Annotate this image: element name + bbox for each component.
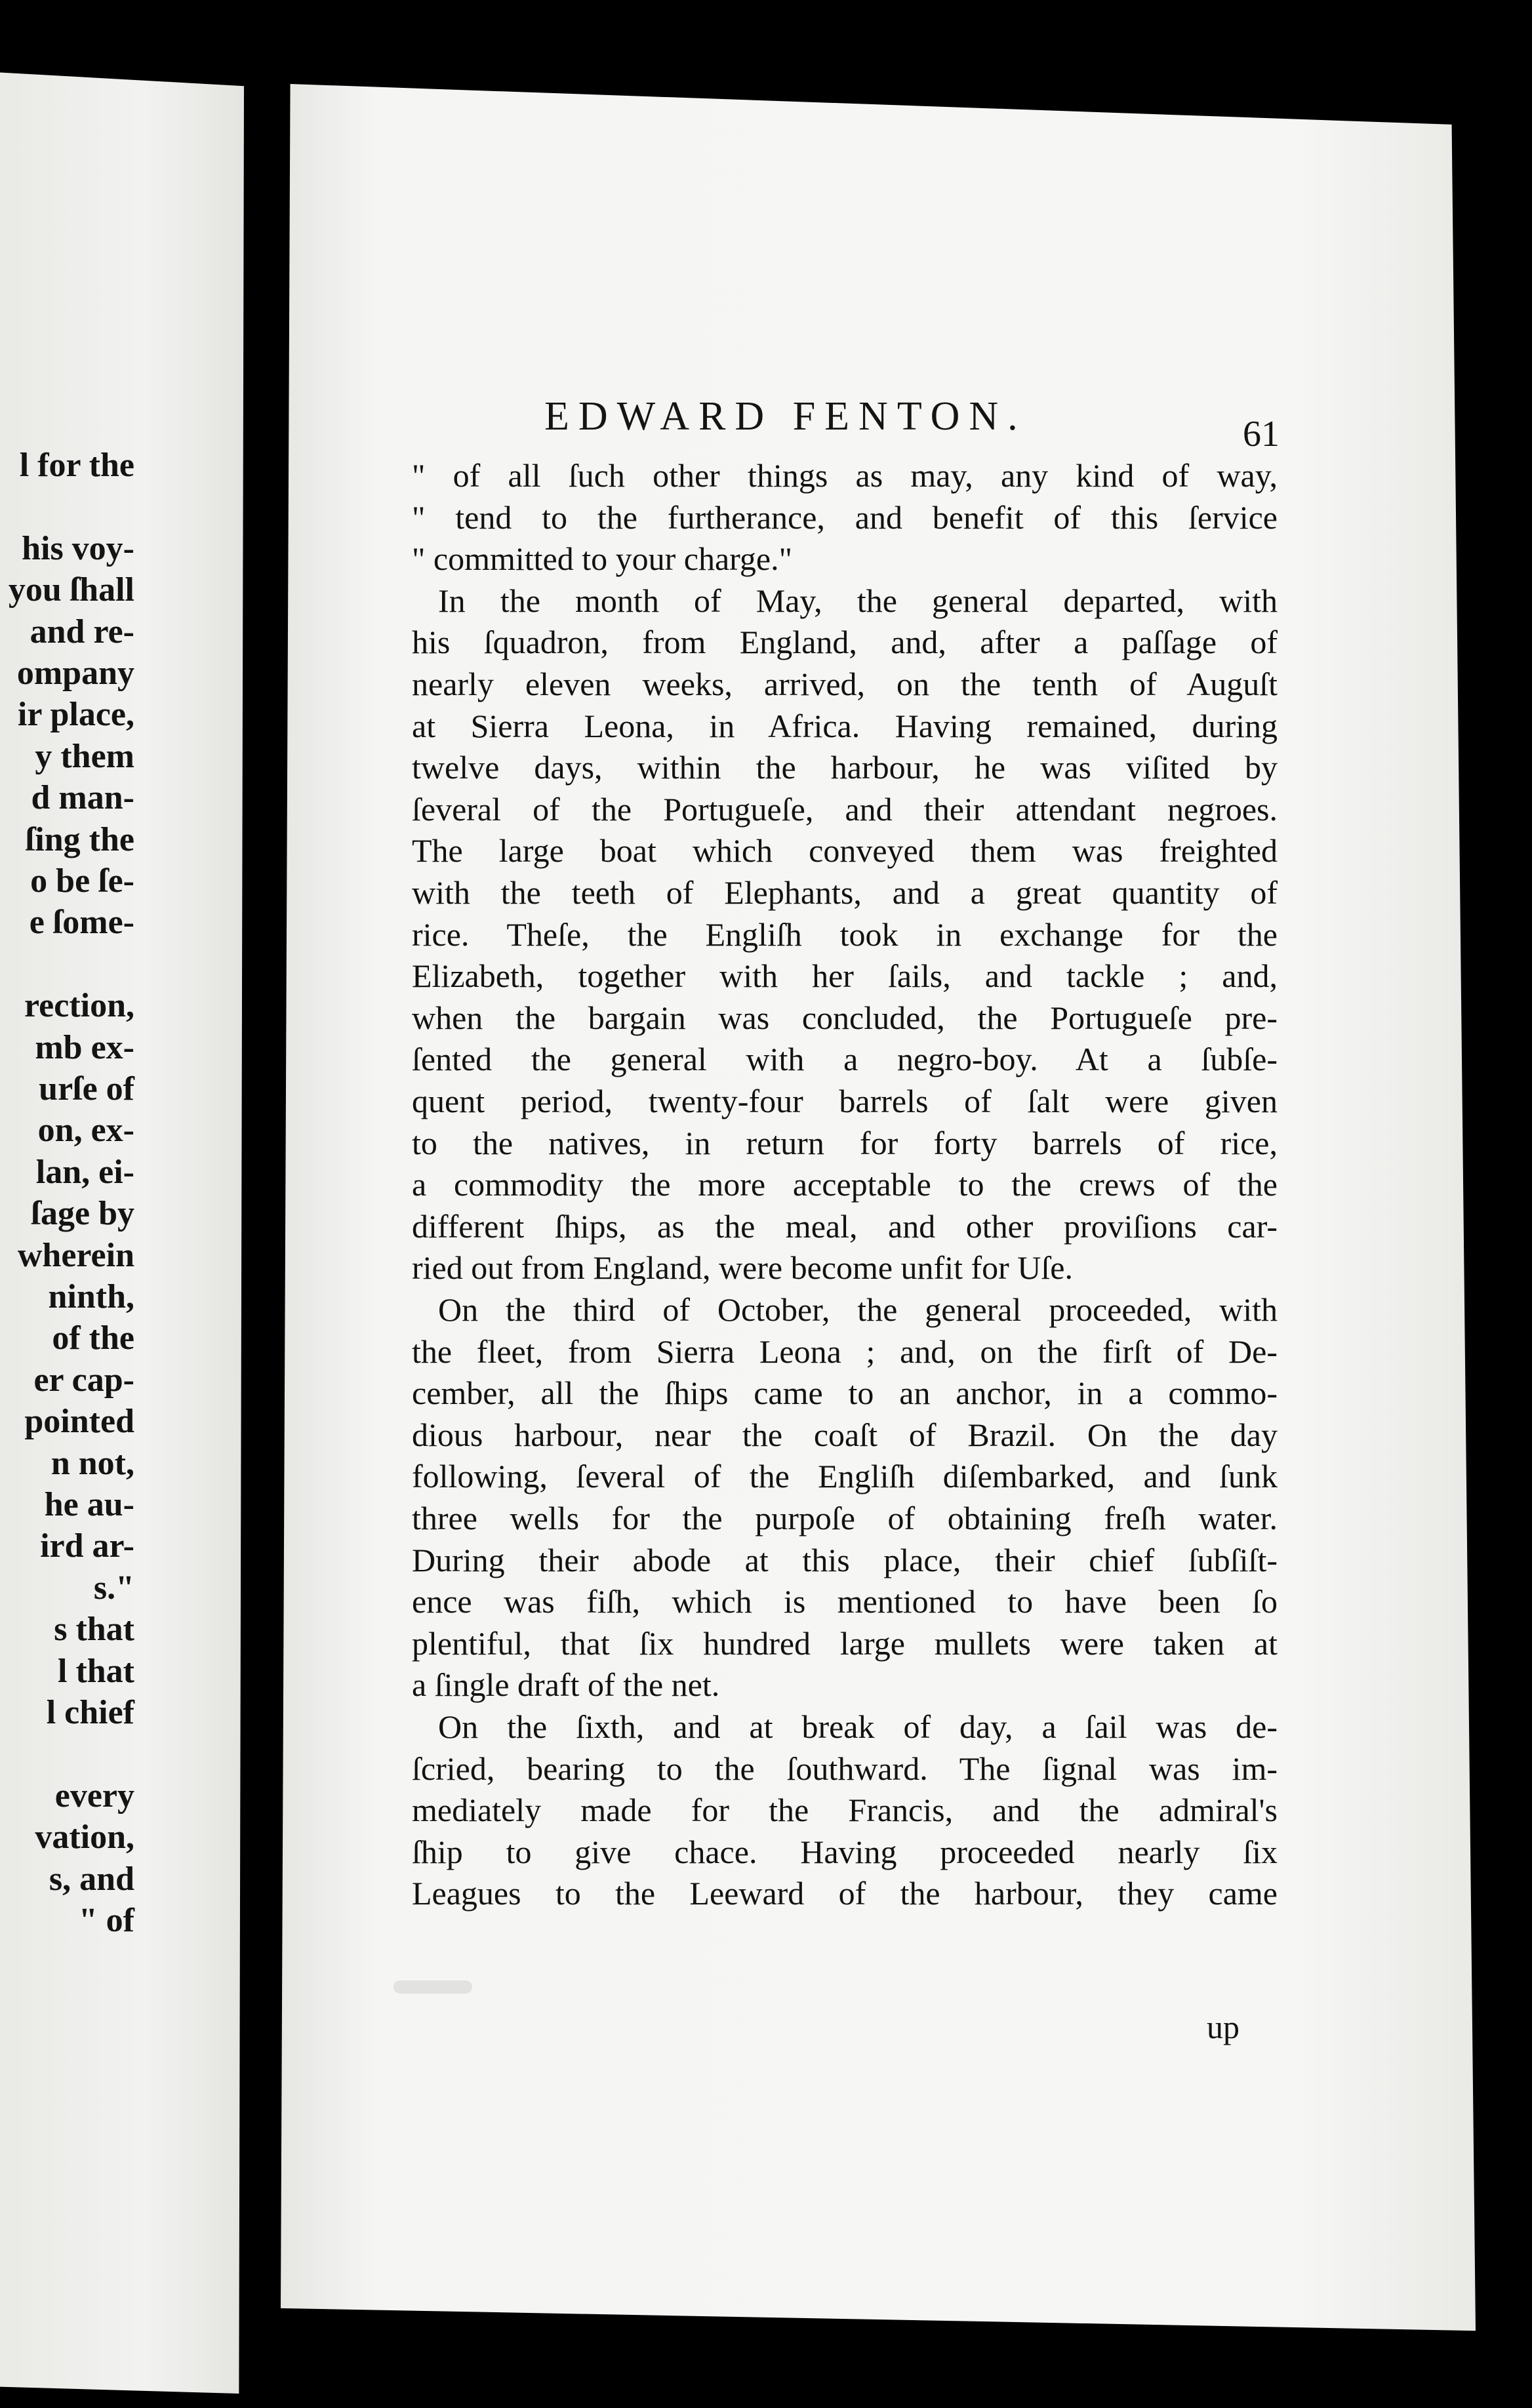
left-page-line: l chief — [46, 1694, 134, 1731]
left-page-line: s." — [93, 1569, 134, 1607]
left-page-line: ninth, — [48, 1278, 134, 1315]
left-page-line: o be ſe- — [30, 862, 134, 900]
body-line: following, ſeveral of the Engliſh diſembarked, and ſunk — [412, 1458, 1278, 1495]
running-head: EDWARD FENTON. — [544, 394, 1027, 439]
body-line: plentiful, that ſix hundred large mullets were taken at — [412, 1624, 1278, 1662]
left-page-line: on, ex- — [37, 1112, 134, 1150]
body-line: his ſquadron, from England, and, after a paſſage of — [412, 624, 1278, 661]
catchword: up — [1207, 2009, 1240, 2045]
left-page-line: ir place, — [17, 696, 134, 734]
body-line: nearly eleven weeks, arrived, on the tenth of Auguſt — [412, 666, 1278, 702]
body-line: twelve days, within the harbour, he was viſited by — [412, 749, 1278, 786]
body-line: ſhip to give chace. Having proceeded nearly ſix — [412, 1833, 1278, 1870]
left-page-line: ird ar- — [40, 1527, 134, 1565]
body-line: quent period, twenty-four barrels of ſalt were given — [412, 1083, 1278, 1119]
body-line: cember, all the ſhips came to an anchor, in a commo- — [412, 1375, 1278, 1412]
body-line: During their abode at this place, their chief ſubſiſt- — [412, 1541, 1278, 1578]
left-page-line: n not, — [50, 1444, 134, 1482]
left-page-line: lan, ei- — [35, 1153, 134, 1191]
body-line: ried out from England, were become unfit for Uſe. — [412, 1249, 1073, 1287]
left-page-line: y them — [35, 737, 134, 775]
body-line: Leagues to the Leeward of the harbour, they came — [412, 1875, 1278, 1912]
ink-smudge — [393, 1980, 472, 1994]
body-line: with the teeth of Elephants, and a great quantity of — [412, 874, 1278, 911]
left-page-line: urſe of — [39, 1070, 134, 1108]
body-line: to the natives, in return for forty barrels of rice, — [412, 1124, 1278, 1161]
body-line: the fleet, from Sierra Leona ; and, on the firſt of De- — [412, 1333, 1278, 1370]
left-page-line: his voy- — [22, 529, 134, 567]
body-line: when the bargain was concluded, the Portugueſe pre- — [412, 999, 1278, 1036]
body-line: " tend to the furtherance, and benefit of this ſervice — [412, 498, 1278, 536]
left-page-line: s, and — [49, 1860, 134, 1898]
body-line: ence was fiſh, which is mentioned to have been ſo — [412, 1583, 1278, 1620]
body-line: three wells for the purpoſe of obtaining freſh water. — [412, 1500, 1278, 1536]
left-page-line: " of — [78, 1902, 134, 1939]
body-line: a commodity the more acceptable to the crews of the — [412, 1166, 1278, 1203]
left-page-line: d man- — [31, 779, 134, 817]
left-page-line: pointed — [24, 1403, 134, 1441]
body-line: In the month of May, the general departed, with — [438, 582, 1278, 619]
left-page-line: every — [54, 1776, 134, 1815]
body-line: On the third of October, the general proceeded, with — [438, 1291, 1278, 1328]
left-page-line: e ſome- — [29, 904, 134, 942]
left-page-line: l that — [58, 1652, 134, 1690]
left-page-line: l for the — [19, 447, 134, 484]
body-line: a ſingle draft of the net. — [412, 1666, 720, 1704]
body-line: The large boat which conveyed them was freighted — [412, 832, 1278, 870]
left-page-line: ſage by — [31, 1195, 134, 1233]
left-page-line: ompany — [16, 654, 134, 692]
body-line: rice. Theſe, the Engliſh took in exchange for the — [412, 915, 1278, 953]
left-page-line: mb ex- — [35, 1028, 134, 1066]
body-line: ſeveral of the Portugueſe, and their attendant negroes. — [412, 790, 1278, 828]
left-page-line: wherein — [17, 1236, 134, 1274]
page-number: 61 — [1243, 414, 1280, 454]
left-page-line: vation, — [35, 1818, 134, 1856]
left-page-line: er cap- — [33, 1361, 134, 1399]
left-page-line: he au- — [44, 1486, 134, 1523]
body-line: ſcried, bearing to the ſouthward. The ſignal was im- — [412, 1750, 1278, 1787]
body-line: ſented the general with a negro-boy. At a ſubſe- — [412, 1041, 1278, 1078]
body-line: On the ſixth, and at break of day, a ſail was de- — [438, 1708, 1278, 1745]
body-line: mediately made for the Francis, and the admiral's — [412, 1792, 1278, 1829]
left-page-line: and re- — [30, 612, 134, 651]
body-line: " of all ſuch other things as may, any kind of way, — [412, 457, 1278, 494]
body-line: Elizabeth, together with her ſails, and tackle ; and, — [412, 957, 1278, 995]
left-page-line: s that — [54, 1611, 134, 1649]
left-page-line: ſing the — [25, 820, 134, 858]
body-line: dious harbour, near the coaſt of Brazil. On the day — [412, 1416, 1278, 1453]
body-line: at Sierra Leona, in Africa. Having remained, during — [412, 707, 1278, 744]
body-line: " committed to your charge." — [412, 540, 793, 578]
left-page-line: of the — [52, 1319, 134, 1357]
left-page-line: rection, — [24, 987, 134, 1025]
left-page-line: you ſhall — [8, 571, 134, 609]
body-line: different ſhips, as the meal, and other proviſions car- — [412, 1207, 1278, 1245]
